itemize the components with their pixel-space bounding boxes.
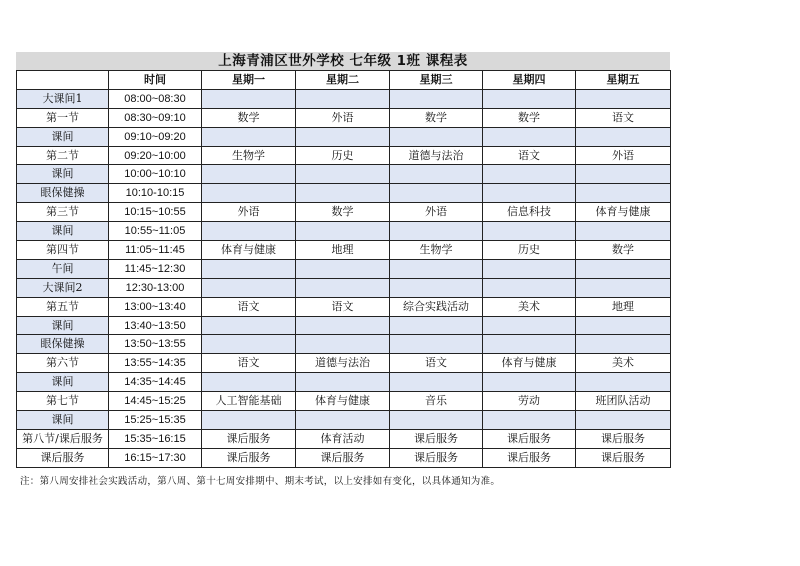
subject-cell bbox=[202, 127, 296, 146]
subject-cell bbox=[390, 335, 483, 354]
subject-cell: 历史 bbox=[483, 241, 576, 260]
subject-cell: 课后服务 bbox=[576, 429, 671, 448]
subject-cell bbox=[576, 335, 671, 354]
period-name-cell: 课间 bbox=[17, 411, 109, 430]
subject-cell: 语文 bbox=[483, 146, 576, 165]
header-cell: 星期二 bbox=[296, 71, 390, 90]
timetable-sheet bbox=[16, 52, 670, 468]
subject-cell bbox=[483, 278, 576, 297]
timetable-title: 上海青浦区世外学校 七年级 1班 课程表 bbox=[16, 52, 670, 70]
subject-cell bbox=[390, 89, 483, 108]
subject-cell bbox=[483, 165, 576, 184]
subject-cell: 课后服务 bbox=[483, 448, 576, 467]
subject-cell bbox=[296, 278, 390, 297]
break-row bbox=[17, 411, 671, 430]
subject-cell: 生物学 bbox=[390, 241, 483, 260]
header-cell: 星期四 bbox=[483, 71, 576, 90]
time-cell: 09:10~09:20 bbox=[109, 127, 202, 146]
subject-cell: 班团队活动 bbox=[576, 392, 671, 411]
header-cell: 星期一 bbox=[202, 71, 296, 90]
subject-cell bbox=[390, 316, 483, 335]
time-cell: 09:20~10:00 bbox=[109, 146, 202, 165]
subject-cell: 课后服务 bbox=[390, 448, 483, 467]
subject-cell: 数学 bbox=[296, 203, 390, 222]
subject-cell bbox=[390, 411, 483, 430]
time-cell: 13:40~13:50 bbox=[109, 316, 202, 335]
period-name-cell: 眼保健操 bbox=[17, 184, 109, 203]
subject-cell bbox=[390, 165, 483, 184]
break-row bbox=[17, 165, 671, 184]
subject-cell bbox=[296, 259, 390, 278]
header-row bbox=[17, 71, 671, 90]
period-row bbox=[17, 203, 671, 222]
break-row bbox=[17, 222, 671, 241]
time-cell: 08:00~08:30 bbox=[109, 89, 202, 108]
subject-cell: 数学 bbox=[483, 108, 576, 127]
subject-cell bbox=[296, 316, 390, 335]
period-name-cell: 午间 bbox=[17, 259, 109, 278]
subject-cell bbox=[296, 165, 390, 184]
break-row bbox=[17, 335, 671, 354]
subject-cell: 语文 bbox=[576, 108, 671, 127]
subject-cell bbox=[296, 89, 390, 108]
subject-cell: 体育与健康 bbox=[483, 354, 576, 373]
subject-cell: 外语 bbox=[202, 203, 296, 222]
subject-cell: 体育与健康 bbox=[202, 241, 296, 260]
break-row bbox=[17, 278, 671, 297]
subject-cell bbox=[202, 335, 296, 354]
subject-cell: 课后服务 bbox=[202, 429, 296, 448]
subject-cell: 外语 bbox=[296, 108, 390, 127]
time-cell: 16:15~17:30 bbox=[109, 448, 202, 467]
subject-cell bbox=[202, 222, 296, 241]
timetable-body bbox=[17, 89, 671, 467]
subject-cell bbox=[483, 222, 576, 241]
subject-cell bbox=[390, 184, 483, 203]
period-name-cell: 第五节 bbox=[17, 297, 109, 316]
period-name-cell: 课间 bbox=[17, 316, 109, 335]
period-row bbox=[17, 297, 671, 316]
subject-cell: 地理 bbox=[576, 297, 671, 316]
time-cell: 10:00~10:10 bbox=[109, 165, 202, 184]
header-cell bbox=[17, 71, 109, 90]
footnote: 注：第八周安排社会实践活动，第八周、第十七周安排期中、期末考试，以上安排如有变化，以具体通知为准。 bbox=[20, 476, 501, 487]
time-cell: 15:35~16:15 bbox=[109, 429, 202, 448]
period-name-cell: 大课间2 bbox=[17, 278, 109, 297]
subject-cell: 生物学 bbox=[202, 146, 296, 165]
subject-cell: 语文 bbox=[296, 297, 390, 316]
subject-cell: 外语 bbox=[576, 146, 671, 165]
subject-cell bbox=[202, 373, 296, 392]
subject-cell: 道德与法治 bbox=[390, 146, 483, 165]
subject-cell: 课后服务 bbox=[390, 429, 483, 448]
subject-cell bbox=[296, 335, 390, 354]
time-cell: 11:05~11:45 bbox=[109, 241, 202, 260]
period-name-cell: 课间 bbox=[17, 222, 109, 241]
period-name-cell: 课间 bbox=[17, 373, 109, 392]
break-row bbox=[17, 373, 671, 392]
subject-cell: 课后服务 bbox=[576, 448, 671, 467]
period-row bbox=[17, 448, 671, 467]
subject-cell bbox=[202, 89, 296, 108]
period-name-cell: 大课间1 bbox=[17, 89, 109, 108]
period-name-cell: 课间 bbox=[17, 165, 109, 184]
subject-cell bbox=[296, 411, 390, 430]
subject-cell: 课后服务 bbox=[483, 429, 576, 448]
time-cell: 15:25~15:35 bbox=[109, 411, 202, 430]
break-row bbox=[17, 184, 671, 203]
period-name-cell: 第四节 bbox=[17, 241, 109, 260]
header-cell: 星期五 bbox=[576, 71, 671, 90]
period-name-cell: 第二节 bbox=[17, 146, 109, 165]
subject-cell bbox=[576, 411, 671, 430]
subject-cell: 道德与法治 bbox=[296, 354, 390, 373]
subject-cell bbox=[576, 89, 671, 108]
period-name-cell: 课后服务 bbox=[17, 448, 109, 467]
time-cell: 14:35~14:45 bbox=[109, 373, 202, 392]
subject-cell bbox=[576, 222, 671, 241]
subject-cell bbox=[296, 373, 390, 392]
period-name-cell: 眼保健操 bbox=[17, 335, 109, 354]
subject-cell bbox=[390, 373, 483, 392]
subject-cell bbox=[390, 259, 483, 278]
subject-cell bbox=[390, 278, 483, 297]
subject-cell bbox=[483, 373, 576, 392]
subject-cell: 人工智能基础 bbox=[202, 392, 296, 411]
break-row bbox=[17, 89, 671, 108]
subject-cell: 语文 bbox=[202, 297, 296, 316]
subject-cell bbox=[576, 184, 671, 203]
time-cell: 13:00~13:40 bbox=[109, 297, 202, 316]
period-name-cell: 第一节 bbox=[17, 108, 109, 127]
time-cell: 12:30-13:00 bbox=[109, 278, 202, 297]
subject-cell: 劳动 bbox=[483, 392, 576, 411]
time-cell: 11:45~12:30 bbox=[109, 259, 202, 278]
time-cell: 10:10-10:15 bbox=[109, 184, 202, 203]
subject-cell: 美术 bbox=[576, 354, 671, 373]
subject-cell bbox=[483, 335, 576, 354]
subject-cell bbox=[483, 127, 576, 146]
subject-cell bbox=[296, 127, 390, 146]
break-row bbox=[17, 316, 671, 335]
time-cell: 08:30~09:10 bbox=[109, 108, 202, 127]
timetable bbox=[16, 70, 671, 468]
subject-cell bbox=[576, 278, 671, 297]
subject-cell: 体育活动 bbox=[296, 429, 390, 448]
period-name-cell: 第三节 bbox=[17, 203, 109, 222]
subject-cell: 历史 bbox=[296, 146, 390, 165]
subject-cell: 课后服务 bbox=[296, 448, 390, 467]
break-row bbox=[17, 259, 671, 278]
period-row bbox=[17, 108, 671, 127]
subject-cell bbox=[576, 259, 671, 278]
subject-cell bbox=[483, 89, 576, 108]
subject-cell bbox=[202, 165, 296, 184]
subject-cell bbox=[202, 316, 296, 335]
subject-cell: 音乐 bbox=[390, 392, 483, 411]
subject-cell bbox=[296, 184, 390, 203]
subject-cell: 体育与健康 bbox=[576, 203, 671, 222]
subject-cell bbox=[483, 411, 576, 430]
subject-cell bbox=[202, 278, 296, 297]
subject-cell bbox=[483, 184, 576, 203]
subject-cell bbox=[390, 127, 483, 146]
period-row bbox=[17, 241, 671, 260]
period-row bbox=[17, 354, 671, 373]
subject-cell: 课后服务 bbox=[202, 448, 296, 467]
subject-cell bbox=[296, 222, 390, 241]
subject-cell: 数学 bbox=[576, 241, 671, 260]
subject-cell bbox=[576, 373, 671, 392]
subject-cell: 数学 bbox=[390, 108, 483, 127]
subject-cell bbox=[483, 316, 576, 335]
time-cell: 13:55~14:35 bbox=[109, 354, 202, 373]
period-row bbox=[17, 392, 671, 411]
period-row bbox=[17, 429, 671, 448]
time-cell: 13:50~13:55 bbox=[109, 335, 202, 354]
subject-cell bbox=[390, 222, 483, 241]
subject-cell bbox=[576, 165, 671, 184]
subject-cell: 数学 bbox=[202, 108, 296, 127]
subject-cell bbox=[576, 127, 671, 146]
subject-cell bbox=[202, 411, 296, 430]
subject-cell: 地理 bbox=[296, 241, 390, 260]
time-cell: 14:45~15:25 bbox=[109, 392, 202, 411]
period-name-cell: 第六节 bbox=[17, 354, 109, 373]
subject-cell bbox=[483, 259, 576, 278]
header-cell: 时间 bbox=[109, 71, 202, 90]
subject-cell: 体育与健康 bbox=[296, 392, 390, 411]
period-name-cell: 课间 bbox=[17, 127, 109, 146]
subject-cell: 语文 bbox=[390, 354, 483, 373]
break-row bbox=[17, 127, 671, 146]
subject-cell bbox=[202, 184, 296, 203]
period-row bbox=[17, 146, 671, 165]
subject-cell bbox=[576, 316, 671, 335]
period-name-cell: 第八节/课后服务 bbox=[17, 429, 109, 448]
header-cell: 星期三 bbox=[390, 71, 483, 90]
subject-cell: 信息科技 bbox=[483, 203, 576, 222]
period-name-cell: 第七节 bbox=[17, 392, 109, 411]
subject-cell: 综合实践活动 bbox=[390, 297, 483, 316]
subject-cell: 语文 bbox=[202, 354, 296, 373]
time-cell: 10:55~11:05 bbox=[109, 222, 202, 241]
subject-cell: 美术 bbox=[483, 297, 576, 316]
subject-cell: 外语 bbox=[390, 203, 483, 222]
time-cell: 10:15~10:55 bbox=[109, 203, 202, 222]
subject-cell bbox=[202, 259, 296, 278]
